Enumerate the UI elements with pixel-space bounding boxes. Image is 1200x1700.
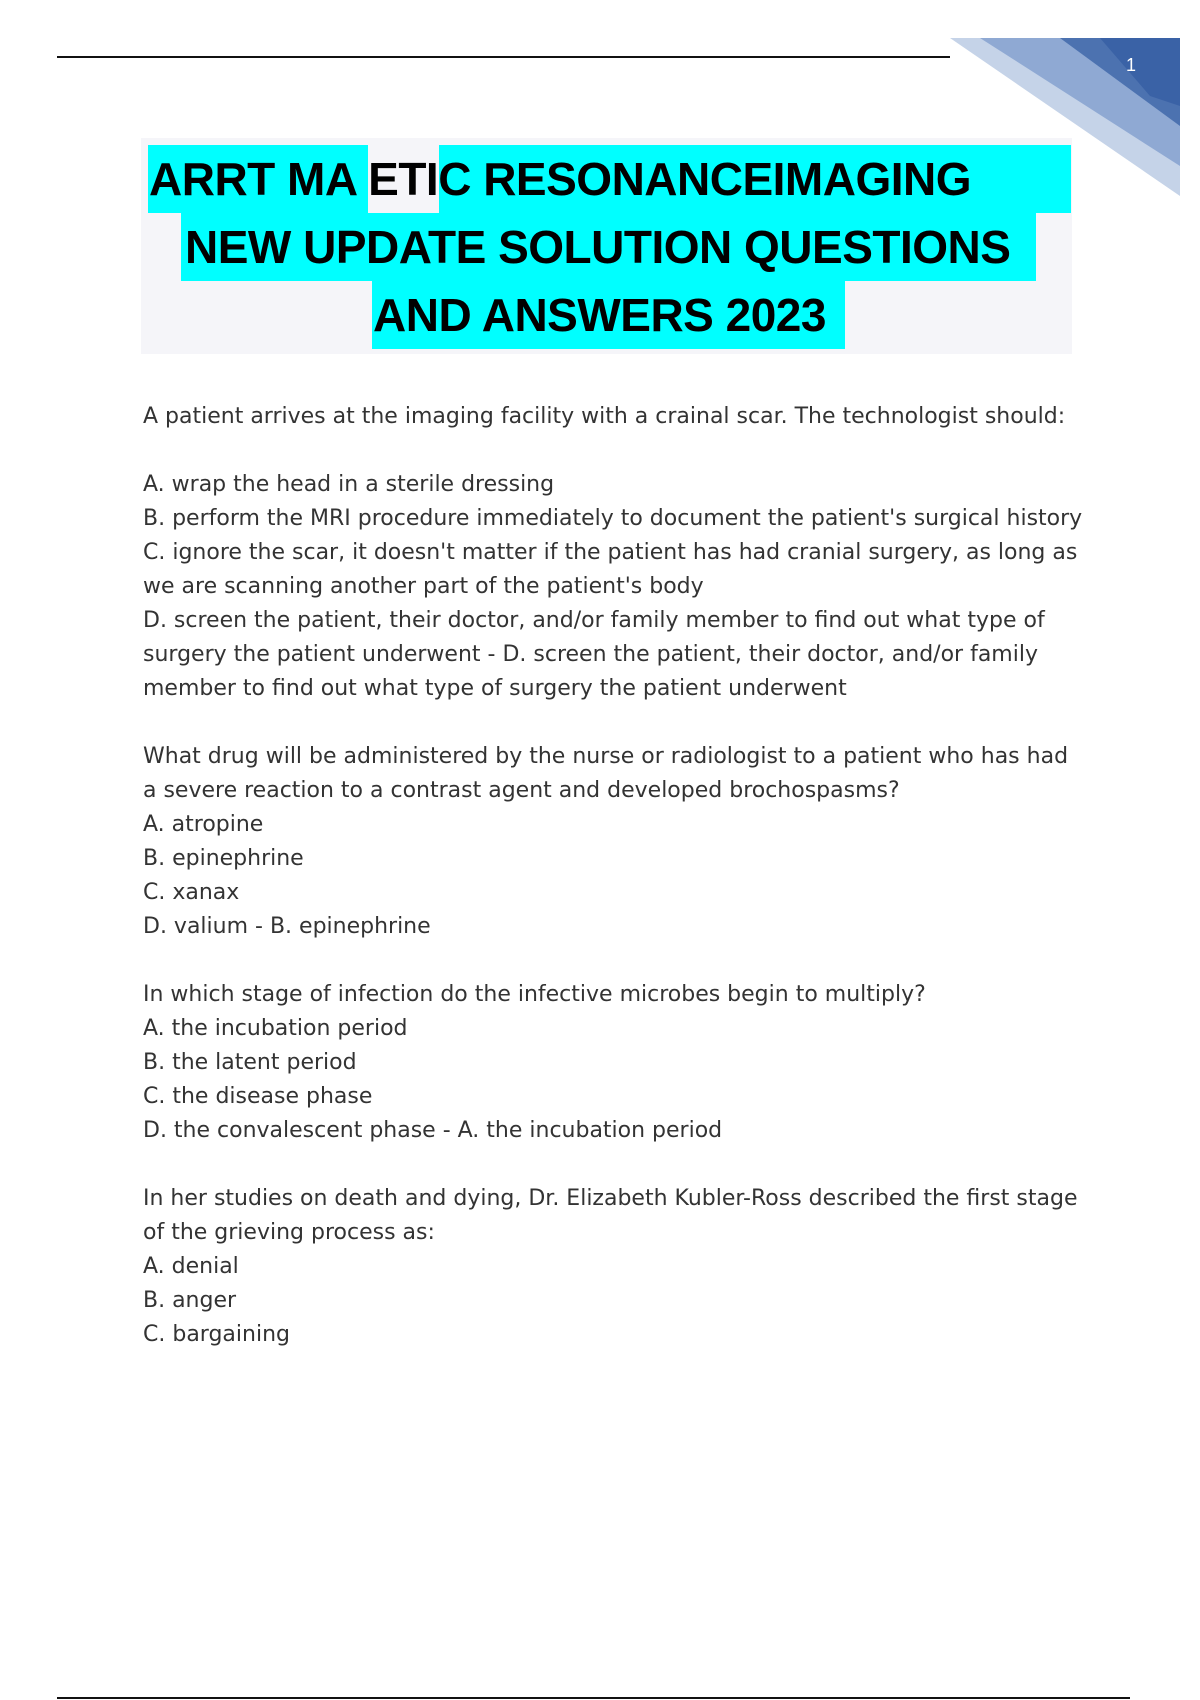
footer-rule: [57, 1697, 1130, 1699]
answer-option: C. xanax: [143, 880, 240, 905]
answer-option: D. the convalescent phase - A. the incubation period: [143, 1118, 723, 1143]
question-list: [143, 400, 1083, 1386]
question-text: In which stage of infection do the infective microbes begin to multiply?: [143, 982, 926, 1007]
answer-option: B. epinephrine: [143, 846, 304, 871]
answer-option: A. wrap the head in a sterile dressing: [143, 472, 555, 497]
answer-option: B. perform the MRI procedure immediately to document the patient's surgical history: [143, 506, 1083, 531]
document-title: [141, 138, 1072, 354]
answer-option: A. the incubation period: [143, 1016, 408, 1041]
title-line-2: NEW UPDATE SOLUTION QUESTIONS: [185, 221, 1011, 273]
answer-option: C. bargaining: [143, 1322, 290, 1347]
question-block: [143, 1182, 1083, 1352]
answer-option: C. the disease phase: [143, 1084, 373, 1109]
answer-option: A. atropine: [143, 812, 264, 837]
title-line-3: AND ANSWERS 2023: [373, 289, 826, 341]
question-text: What drug will be administered by the nurse or radiologist to a patient who has had a severe reaction to a contrast agent and developed brochospasms?: [143, 744, 1069, 803]
question-block: [143, 978, 1083, 1148]
question-block: [143, 400, 1083, 706]
question-text: A patient arrives at the imaging facility with a crainal scar. The technologist should:: [143, 404, 1066, 429]
answer-option: D. valium - B. epinephrine: [143, 914, 431, 939]
page-number: 1: [1126, 55, 1137, 75]
header-rule: [57, 56, 950, 58]
answer-option: B. the latent period: [143, 1050, 357, 1075]
answer-option: D. screen the patient, their doctor, and/or family member to find out what type of surgery the patient underwent - D. screen the patient, their doctor, and/or family member to find out what type of surgery the patient underwent: [143, 608, 1045, 701]
answer-option: B. anger: [143, 1288, 237, 1313]
answer-option: C. ignore the scar, it doesn't matter if the patient has had cranial surgery, as long as we are scanning another part of the patient's body: [143, 540, 1078, 599]
question-block: [143, 740, 1083, 944]
title-line-1: ARRT MA ETIC RESONANCEIMAGING: [149, 153, 972, 205]
question-text: In her studies on death and dying, Dr. Elizabeth Kubler-Ross described the first stage of the grieving process as:: [143, 1186, 1078, 1245]
answer-option: A. denial: [143, 1254, 239, 1279]
